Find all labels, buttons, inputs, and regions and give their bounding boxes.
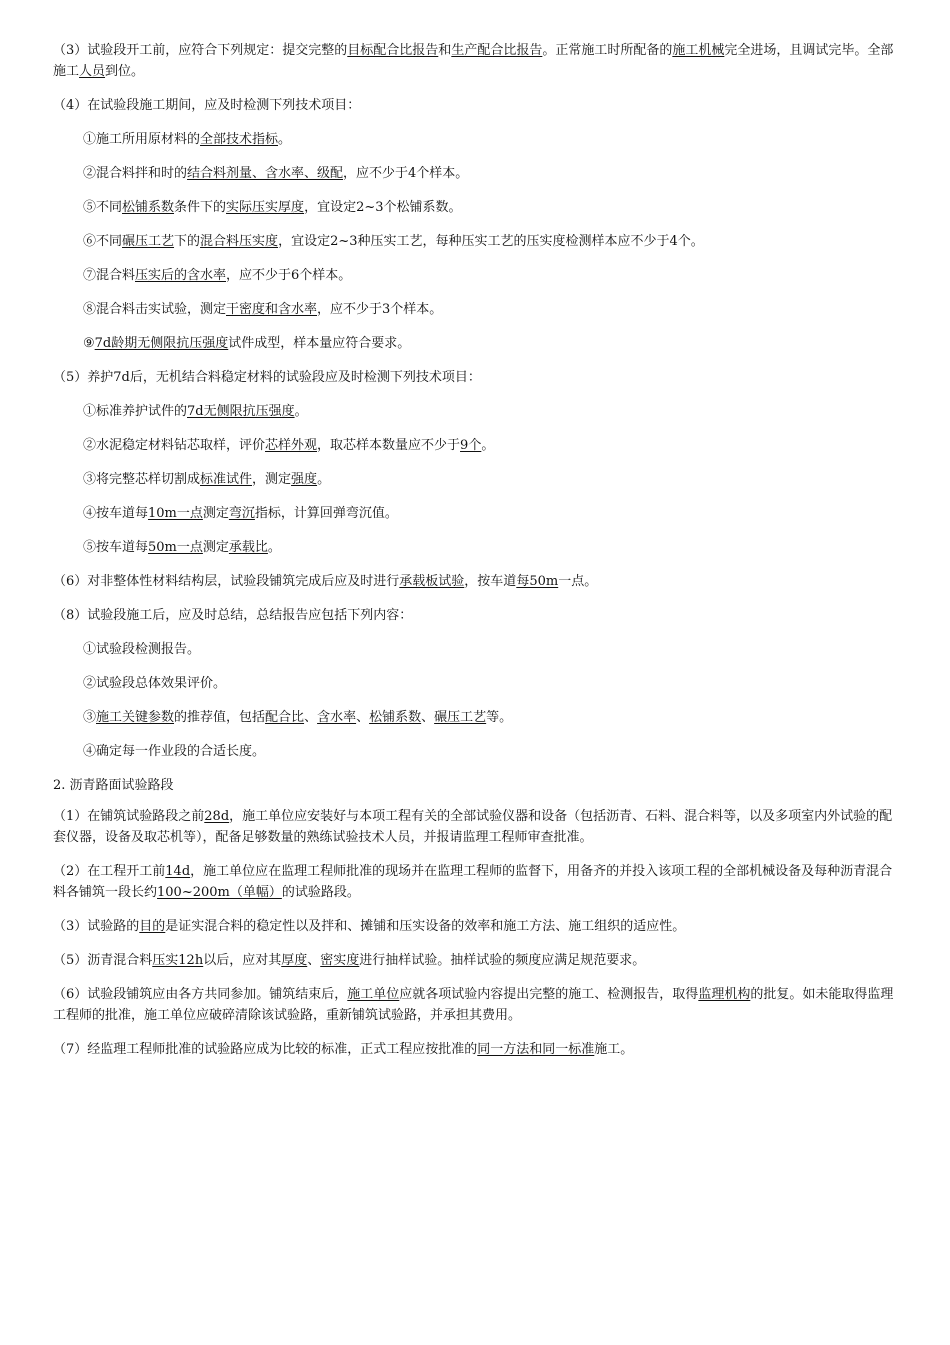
text-run: 。 [267,540,281,555]
list-item [53,707,903,728]
underlined-term: 压实后的含水率 [135,268,227,283]
underlined-term: 承载板试验 [399,574,465,589]
list-item [53,741,903,762]
underlined-term: 10m一点 [148,506,203,521]
text-run: ，应不少于3个样本。 [317,302,443,317]
list-item [53,673,903,694]
text-run: ②水泥稳定材料钻芯取样，评价 [83,438,266,453]
underlined-term: 人员 [79,64,106,79]
text-run: ①标准养护试件的 [83,404,188,419]
underlined-term: 施工机械 [672,43,725,58]
text-run: ，取芯样本数量应不少于 [317,438,461,453]
text-run: 施工。 [594,1042,634,1057]
underlined-term: 碾压工艺 [122,234,175,249]
text-run: 和 [438,43,452,58]
paragraph [53,571,903,592]
text-run: 的试验路段。 [281,885,360,900]
underlined-term: 标准试件 [200,472,253,487]
underlined-term: 结合料剂量、含水率、级配 [187,166,344,181]
text-run: （2）在工程开工前 [53,864,166,879]
text-run: 。 [294,404,308,419]
text-run: 。 [481,438,495,453]
underlined-term: 芯样外观 [265,438,318,453]
text-run: ②混合料拌和时的 [83,166,188,181]
underlined-term: 目标配合比报告 [347,43,439,58]
list-item [53,435,903,456]
text-run: 测定 [202,540,229,555]
text-run: 是证实混合料的稳定性以及拌和、摊铺和压实设备的效率和施工方法、施工组织的适应性。 [165,919,686,934]
underlined-term: 生产配合比报告 [451,43,543,58]
underlined-term: 14d [165,864,191,879]
text-run: （3）试验路的 [53,919,140,934]
text-run: ，按车道 [464,574,517,589]
text-run: ，施工单位应在监理工程师批准的现场并在监理工程师的监督下，用备齐的并投入该项工程的全部机械设备及每种沥青混合料各铺筑一段长约 [53,864,893,900]
text-run: 条件下的 [174,200,227,215]
text-run: （5）养护7d后，无机结合料稳定材料的试验段应及时检测下列技术项目： [53,370,481,385]
text-run: ①施工所用原材料的 [83,132,201,147]
underlined-term: 混合料压实度 [200,234,279,249]
underlined-term: 同一方法和同一标准 [477,1042,595,1057]
text-run: 等。 [486,710,513,725]
list-item [53,129,903,150]
text-run: （3）试验段开工前，应符合下列规定：提交完整的 [53,43,348,58]
text-run: 、 [421,710,435,725]
text-run: 、 [304,710,318,725]
text-run: （7）经监理工程师批准的试验路应成为比较的标准，正式工程应按批准的 [53,1042,478,1057]
underlined-term: 全部技术指标 [200,132,279,147]
underlined-term: 施工关键参数 [96,710,175,725]
paragraph [53,95,903,116]
text-run: ⑥不同 [83,234,123,249]
text-run: 测定 [202,506,229,521]
text-run: （8）试验段施工后，应及时总结，总结报告应包括下列内容： [53,608,413,623]
list-item [53,469,903,490]
paragraph [53,984,903,1026]
text-run: 、 [356,710,370,725]
text-run: ①试验段检测报告。 [83,642,201,657]
list-item [53,333,903,354]
text-run: （1）在铺筑试验路段之前 [53,809,205,824]
underlined-term: 碾压工艺 [434,710,487,725]
text-run: ②试验段总体效果评价。 [83,676,227,691]
text-run: 的批复。如未能取得监理工程师的批准，施工单位应破碎清除该试验路，重新铺筑试验路，并承担其费用。 [53,987,894,1023]
underlined-term: 松铺系数 [122,200,175,215]
underlined-term: 含水率 [317,710,357,725]
text-run: ，宜设定2~3个松铺系数。 [304,200,462,215]
list-item [53,639,903,660]
text-run: 以后，应对其 [203,953,282,968]
text-run: （6）试验段铺筑应由各方共同参加。铺筑结束后， [53,987,348,1002]
text-run: 一点。 [558,574,598,589]
underlined-term: 实际压实厚度 [226,200,305,215]
text-run: ，测定 [252,472,292,487]
text-run: ⑦混合料 [83,268,136,283]
text-run: （5）沥青混合料 [53,953,153,968]
text-run: （4）在试验段施工期间，应及时检测下列技术项目： [53,98,361,113]
underlined-term: 干密度和含水率 [226,302,318,317]
paragraph [53,1039,903,1060]
paragraph [53,861,903,903]
underlined-term: 目的 [139,919,166,934]
list-item [53,163,903,184]
text-run: 完全进场，且调试完毕。全部施工 [53,43,894,79]
text-run: 进行抽样试验。抽样试验的频度应满足规范要求。 [359,953,646,968]
underlined-term: 密实度 [320,953,360,968]
text-run: 应就各项试验内容提出完整的施工、检测报告，取得 [399,987,699,1002]
document-body [53,40,903,1073]
underlined-term: 7d龄期无侧限抗压强度 [94,336,229,351]
text-run: ⑤按车道每 [83,540,149,555]
text-run: ⑧混合料击实试验，测定 [83,302,227,317]
text-run: ，应不少于4个样本。 [343,166,469,181]
text-run: 。正常施工时所配备的 [542,43,673,58]
list-item [53,197,903,218]
underlined-term: 承载比 [228,540,268,555]
list-item [53,401,903,422]
underlined-term: 100~200m（单幅） [157,885,282,900]
text-run: 试件成型，样本量应符合要求。 [228,336,411,351]
text-run: ④按车道每 [83,506,149,521]
underlined-term: 松铺系数 [369,710,422,725]
underlined-term: 施工单位 [347,987,400,1002]
text-run: ，宜设定2~3种压实工艺，每种压实工艺的压实度检测样本应不少于4个。 [278,234,704,249]
text-run: 、 [307,953,321,968]
text-run: 的推荐值，包括 [174,710,266,725]
text-run: 2. 沥青路面试验路段 [53,778,174,793]
text-run: 。 [317,472,331,487]
paragraph [53,950,903,971]
list-item [53,299,903,320]
underlined-term: 7d无侧限抗压强度 [187,404,295,419]
text-run: ，施工单位应安装好与本项工程有关的全部试验仪器和设备（包括沥青、石料、混合料等，以及多项室内外试验的配套仪器，设备及取芯机等），配备足够数量的熟练试验技术人员，并报请监理工程师审查批准。 [53,809,893,845]
list-item [53,537,903,558]
underlined-term: 弯沉 [228,506,255,521]
text-run: 下的 [174,234,201,249]
text-run: ③将完整芯样切割成 [83,472,201,487]
text-run: ③ [83,710,97,725]
paragraph [53,605,903,626]
underlined-term: 压实12h [152,953,204,968]
underlined-term: 每50m [516,574,559,589]
text-run: ④确定每一作业段的合适长度。 [83,744,266,759]
underlined-term: 9个 [460,438,482,453]
text-run: 到位。 [105,64,145,79]
text-run: ，应不少于6个样本。 [226,268,352,283]
underlined-term: 强度 [291,472,318,487]
text-run: ⑨ [83,336,95,351]
paragraph [53,367,903,388]
underlined-term: 28d [204,809,230,824]
list-item [53,503,903,524]
list-item [53,231,903,252]
list-item [53,265,903,286]
paragraph [53,916,903,937]
text-run: 指标，计算回弹弯沉值。 [254,506,398,521]
underlined-term: 厚度 [281,953,308,968]
underlined-term: 监理机构 [698,987,751,1002]
text-run: ⑤不同 [83,200,123,215]
paragraph [53,40,903,82]
underlined-term: 50m一点 [148,540,203,555]
section-heading [53,775,903,796]
text-run: 。 [278,132,292,147]
paragraph [53,806,903,848]
text-run: （6）对非整体性材料结构层，试验段铺筑完成后应及时进行 [53,574,400,589]
underlined-term: 配合比 [265,710,305,725]
